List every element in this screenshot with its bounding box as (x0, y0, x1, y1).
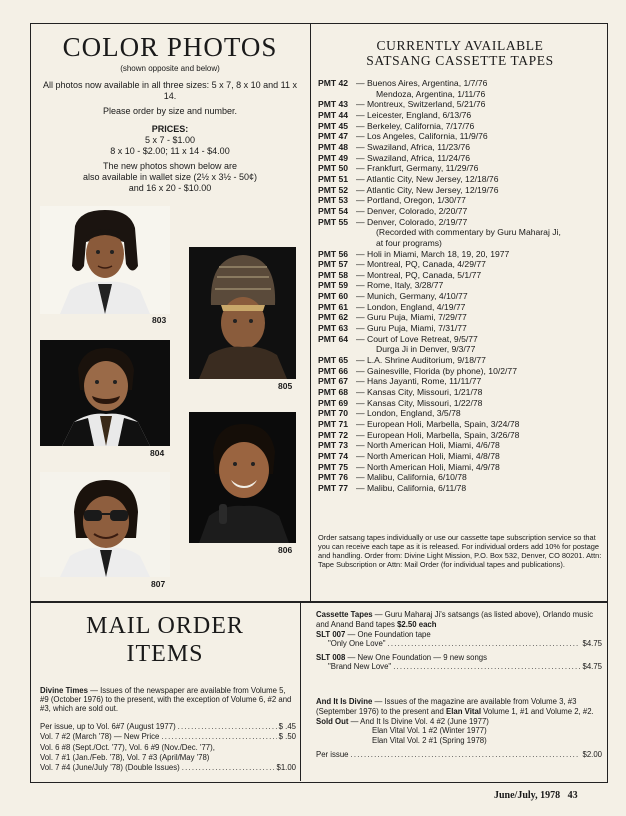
aiid-label: And It Is Divine (316, 697, 373, 706)
tape-code: PMT 64 (318, 333, 349, 344)
tape-description: — Holi in Miami, March 18, 19, 20, 1977 (356, 248, 510, 259)
tape-description: — Berkeley, California, 7/17/76 (356, 120, 475, 131)
tape-item (318, 376, 606, 387)
price-row (40, 763, 296, 773)
price-row-price: $1.00 (276, 763, 296, 773)
photo-caption-807: 807 (151, 579, 166, 589)
tape-item (318, 302, 606, 313)
tape-description: — Frankfurt, Germany, 11/29/76 (356, 163, 479, 174)
elan-vital-label: Elan Vital (446, 706, 481, 716)
cassette-tapes-block (316, 610, 602, 673)
tapes-title-line-1: CURRENTLY AVAILABLE (376, 38, 544, 53)
tape-description: — Portland, Oregon, 1/30/77 (356, 195, 466, 206)
tape-code: PMT 49 (318, 152, 349, 163)
wallet-note-3: and 16 x 20 - $10.00 (128, 183, 212, 193)
tape-description: — Malibu, California, 6/11/78 (356, 482, 467, 493)
tape-code: PMT 73 (318, 440, 349, 451)
mail-order-title-line-2: ITEMS (126, 641, 204, 667)
tape-code: PMT 45 (318, 120, 349, 131)
issue-date: June/July, 1978 (494, 790, 561, 801)
price-row-label: Per issue, up to Vol. 6#7 (August 1977) (40, 722, 176, 731)
tape-description: — Leicester, England, 6/13/76 (356, 109, 472, 120)
tape-description: — Los Angeles, California, 11/9/76 (356, 131, 488, 142)
tape-code: PMT 50 (318, 163, 349, 174)
tape-code: PMT 53 (318, 195, 349, 206)
tape-item (318, 334, 606, 345)
tape-item (318, 323, 606, 334)
slt007-title: "Only One Love" (328, 639, 386, 649)
leader-dots (161, 732, 276, 742)
tape-code: PMT 47 (318, 131, 349, 142)
slt008-price-row (316, 662, 602, 672)
price-line-1: 5 x 7 - $1.00 (144, 135, 196, 145)
tape-item (318, 110, 606, 121)
tape-item (318, 291, 606, 302)
tape-description: — Denver, Colorado, 2/19/77 (356, 216, 468, 227)
photo-caption-803: 803 (152, 315, 167, 325)
tape-code: PMT 63 (318, 323, 349, 334)
tape-item (318, 227, 606, 238)
mail-order-title-line-1: MAIL ORDER (86, 613, 244, 639)
tape-item (318, 366, 606, 377)
tape-item (318, 419, 606, 430)
tape-code: PMT 75 (318, 461, 349, 472)
leader-dots (393, 662, 580, 672)
price-row-label: Vol. 7 #2 (March '78) — New Price (40, 732, 160, 742)
price-row-price: $ .50 (278, 732, 296, 742)
tape-code: PMT 60 (318, 291, 349, 302)
tape-note-text: at four programs) (376, 237, 442, 248)
slt008-line (316, 653, 602, 663)
tape-description: — L.A. Shrine Auditorium, 9/18/77 (356, 355, 486, 366)
tape-description: — North American Holi, Miami, 4/6/78 (356, 440, 500, 451)
tape-item (318, 185, 606, 196)
tape-item (318, 280, 606, 291)
divine-times-label: Divine Times (40, 686, 88, 695)
tape-item (318, 472, 606, 483)
tape-code: PMT 56 (318, 248, 349, 259)
tape-note-text: Durga Ji in Denver, 9/3/77 (376, 344, 476, 355)
slt007-code: SLT 007 (316, 629, 346, 639)
tape-code: PMT 61 (318, 301, 349, 312)
tape-code: PMT 43 (318, 99, 349, 110)
photo-805 (189, 247, 296, 379)
tape-item (318, 78, 606, 89)
price-row (40, 753, 296, 763)
tape-code: PMT 76 (318, 472, 349, 483)
tape-note-text: Mendoza, Argentina, 1/11/76 (376, 88, 486, 99)
slt007-text: — One Foundation tape (345, 629, 431, 639)
tape-code: PMT 44 (318, 109, 349, 120)
and-it-is-divine-block (316, 697, 602, 760)
tape-code: PMT 54 (318, 205, 349, 216)
slt007-price-row (316, 639, 602, 649)
tape-item (318, 142, 606, 153)
sold-out-2: Elan Vital Vol. 1 #2 (Winter 1977) (372, 726, 487, 736)
tape-description: — Kansas City, Missouri, 1/22/78 (356, 397, 483, 408)
tape-description: — Hans Jayanti, Rome, 11/11/77 (356, 376, 482, 387)
leader-dots (178, 722, 277, 732)
aiid-desc (316, 697, 602, 717)
tape-description: — London, England, 3/5/78 (356, 408, 461, 419)
tape-item (318, 249, 606, 260)
tape-item (318, 270, 606, 281)
slt008-code: SLT 008 (316, 652, 346, 662)
tapes-title-line-2: SATSANG CASSETTE TAPES (366, 53, 554, 68)
tape-item (318, 440, 606, 451)
leader-dots (182, 763, 275, 773)
tape-code: PMT 69 (318, 397, 349, 408)
sold-out-label: Sold Out (316, 716, 349, 726)
photo-caption-806: 806 (278, 545, 293, 555)
slt008-text: — New One Foundation — 9 new songs (345, 652, 488, 662)
tape-list (318, 78, 606, 494)
tape-item (318, 387, 606, 398)
slt007-price: $4.75 (582, 639, 602, 649)
slt008-price: $4.75 (582, 662, 602, 672)
cassette-tapes-desc (316, 610, 602, 630)
tape-item (318, 217, 606, 228)
tape-code: PMT 72 (318, 429, 349, 440)
color-photos-subtitle: (shown opposite and below) (120, 64, 220, 73)
tape-description: — Guru Puja, Miami, 7/31/77 (356, 323, 467, 334)
tape-item (318, 153, 606, 164)
tape-item (318, 131, 606, 142)
photo-806 (189, 412, 296, 543)
tapes-title (316, 38, 604, 68)
sold-out-1: — And It Is Divine Vol. 4 #2 (June 1977) (348, 716, 489, 726)
aiid-text-1: — Issues of the magazine are available from Volume 3, #3 (September 1976) to the present and (316, 697, 577, 716)
slt007-line (316, 630, 602, 640)
divine-times-intro (40, 686, 296, 714)
cassette-tapes-price: $2.50 each (397, 619, 437, 629)
tape-item (318, 206, 606, 217)
price-line-2: 8 x 10 - $2.00; 11 x 14 - $4.00 (110, 146, 230, 156)
column-divider-top (310, 23, 311, 601)
color-photos-order-note: Please order by size and number. (102, 106, 238, 116)
tape-code: PMT 70 (318, 408, 349, 419)
price-row (40, 732, 296, 742)
tape-description: — Atlantic City, New Jersey, 12/19/76 (356, 184, 499, 195)
tape-item (318, 483, 606, 494)
divine-times-price-list (40, 722, 296, 773)
tape-code: PMT 65 (318, 355, 349, 366)
tape-code: PMT 67 (318, 376, 349, 387)
color-photos-title: COLOR PHOTOS (62, 32, 278, 62)
cassette-tapes-label: Cassette Tapes (316, 610, 373, 619)
tape-item (318, 121, 606, 132)
tape-item (318, 355, 606, 366)
tape-description: — North American Holi, Miami, 4/9/78 (356, 461, 500, 472)
per-issue-label: Per issue (316, 749, 349, 759)
tape-code: PMT 62 (318, 312, 349, 323)
price-row-label: Vol. 7 #1 (Jan./Feb. '78), Vol. 7 #3 (April/May '78) (40, 752, 210, 762)
tape-description: — North American Holi, Miami, 4/8/78 (356, 450, 500, 461)
tape-description: — Rome, Italy, 3/28/77 (356, 280, 444, 291)
tape-description: — Court of Love Retreat, 9/5/77 (356, 333, 478, 344)
photo-807 (40, 472, 170, 577)
tape-code: PMT 77 (318, 482, 349, 493)
sold-out-3: Elan Vital Vol. 2 #1 (Spring 1978) (372, 736, 487, 746)
tape-code: PMT 57 (318, 259, 349, 270)
tape-description: — Montreal, PQ, Canada, 5/1/77 (356, 269, 482, 280)
price-row (40, 743, 296, 753)
price-row-price: $ .45 (278, 722, 296, 731)
tape-item (318, 163, 606, 174)
tape-description: — Kansas City, Missouri, 1/21/78 (356, 387, 483, 398)
section-divider (30, 601, 608, 603)
photo-803 (40, 206, 170, 314)
tape-description: — Munich, Germany, 4/10/77 (356, 291, 468, 302)
tape-code: PMT 48 (318, 141, 349, 152)
cassette-tapes-text: — Guru Maharaj Ji's satsangs (as listed above), Orlando music and Anand Band tapes (316, 610, 593, 629)
tape-item (318, 312, 606, 323)
color-photos-availability: All photos now available in all three sizes: 5 x 7, 8 x 10 and 11 x 14. (43, 80, 297, 101)
mail-order-title (40, 612, 290, 668)
tape-code: PMT 71 (318, 419, 349, 429)
tape-code: PMT 52 (318, 184, 349, 195)
tape-description: — European Holi, Marbella, Spain, 3/26/78 (356, 429, 520, 440)
tape-description: — Gainesville, Florida (by phone), 10/2/77 (356, 365, 517, 376)
tape-description: — Guru Puja, Miami, 7/29/77 (356, 312, 467, 323)
photo-caption-804: 804 (150, 448, 165, 458)
tape-item (318, 408, 606, 419)
per-issue-price: $2.00 (582, 749, 602, 759)
price-row (40, 722, 296, 732)
slt008-title: "Brand New Love" (328, 662, 392, 672)
tape-order-text: Order satsang tapes individually or use our cassette tape subscription service so that you can receive each tape as it is released. For individual orders add 10% for postage and handling. Order from: Divine Light Mission, P.O. Box 532, Denver, CO 80201. Attn: Tape Subscription or Attn: Mail Order (for individual tapes and publications). (318, 533, 602, 570)
leader-dots (388, 639, 581, 649)
tape-description: — Denver, Colorado, 2/20/77 (356, 205, 468, 216)
tape-item (318, 430, 606, 441)
tape-item (318, 89, 606, 100)
tape-code: PMT 55 (318, 216, 349, 227)
tape-description: — Swaziland, Africa, 11/24/76 (356, 152, 471, 163)
tape-item (318, 398, 606, 409)
tape-item (318, 195, 606, 206)
wallet-note-2: also available in wallet size (2½ x 3½ - 50¢) (82, 172, 258, 182)
tape-description: — Malibu, California, 6/10/78 (356, 472, 467, 483)
tape-item (318, 462, 606, 473)
tape-description: — Swaziland, Africa, 11/23/76 (356, 141, 471, 152)
tape-code: PMT 58 (318, 269, 349, 280)
tape-note-text: (Recorded with commentary by Guru Maharaj Ji, (376, 227, 561, 238)
tape-code: PMT 74 (318, 450, 349, 461)
tape-description: — Montreux, Switzerland, 5/21/76 (356, 99, 486, 110)
tape-item (318, 99, 606, 110)
column-divider-bottom (300, 603, 301, 781)
tape-item (318, 344, 606, 355)
tape-description: — Buenos Aires, Argentina, 1/7/76 (356, 78, 488, 88)
aiid-text-2: Volume 1, #1 and Volume 2, #2. (481, 706, 594, 716)
wallet-note-1: The new photos shown below are (102, 161, 238, 171)
per-issue-row (316, 750, 602, 760)
tape-item (318, 259, 606, 270)
tape-item (318, 238, 606, 249)
tape-code: PMT 68 (318, 387, 349, 398)
price-row-label: Vol. 7 #4 (June/July '78) (Double Issues) (40, 763, 180, 773)
prices-heading: PRICES: (151, 124, 189, 134)
tape-description: — Atlantic City, New Jersey, 12/18/76 (356, 173, 499, 184)
tape-description: — Montreal, PQ, Canada, 4/29/77 (356, 259, 486, 270)
tape-code: PMT 66 (318, 365, 349, 376)
tape-code: PMT 59 (318, 280, 349, 291)
page-number: 43 (567, 790, 578, 801)
tape-code: PMT 51 (318, 173, 349, 184)
tape-description: — European Holi, Marbella, Spain, 3/24/78 (356, 419, 520, 429)
price-row-label: Vol. 6 #8 (Sept./Oct. '77), Vol. 6 #9 (Nov./Dec. '77), (40, 742, 215, 752)
photo-caption-805: 805 (278, 381, 293, 391)
tape-item (318, 451, 606, 462)
tape-description: — London, England, 4/19/77 (356, 301, 466, 312)
page-footer (494, 790, 578, 801)
leader-dots (351, 750, 581, 760)
tape-item (318, 174, 606, 185)
tape-code: PMT 42 (318, 78, 349, 88)
divine-times-text: — Issues of the newspaper are available from Volume 5, #9 (October 1976) to the present, with the exception of Volume 6, #2 and #3, which are sold out. (40, 686, 292, 714)
photo-804 (40, 340, 170, 446)
sold-out-line (316, 717, 602, 727)
